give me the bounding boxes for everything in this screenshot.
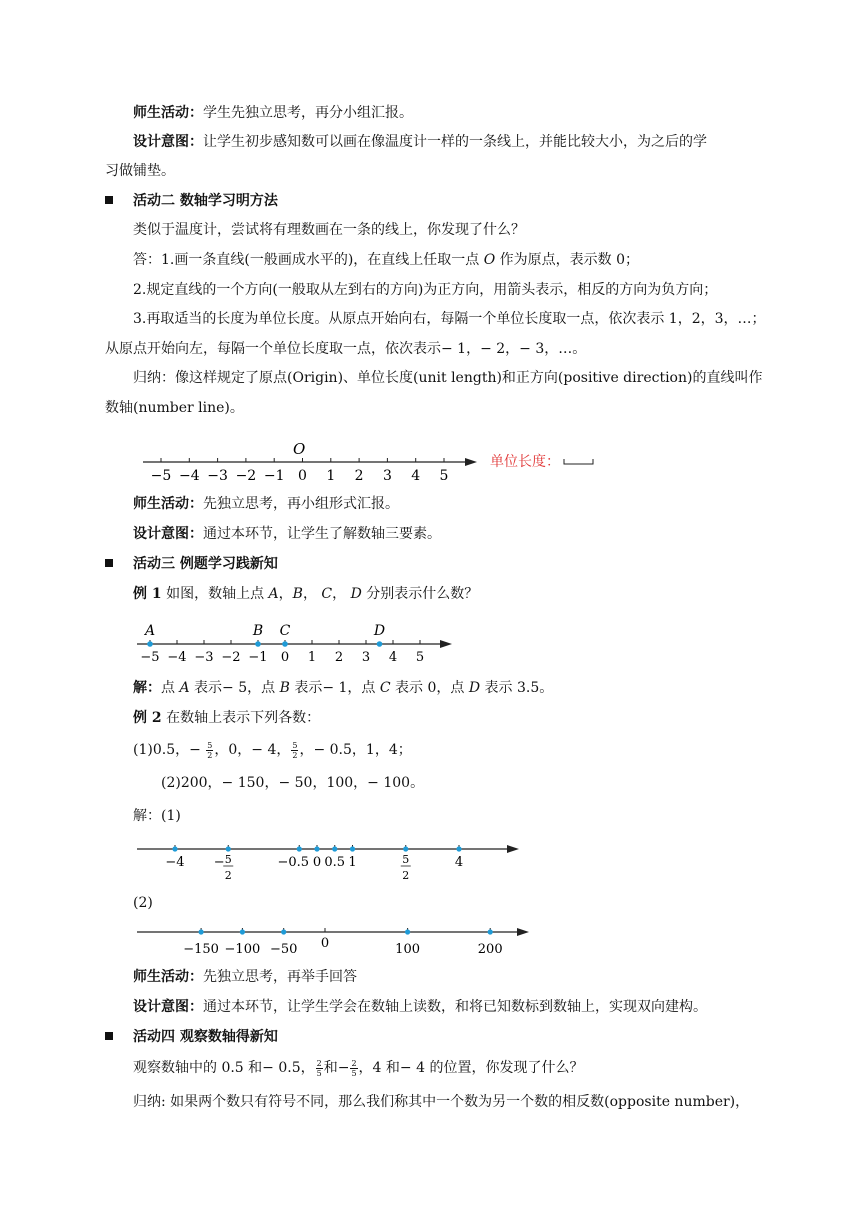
fraction-denominator: 2 [224,869,232,882]
t: B [292,586,303,602]
tick-label: −5 [140,650,160,665]
t: B [279,680,290,696]
t: 点 [161,680,180,696]
tick-label: −3 [194,650,214,665]
point [350,846,355,851]
point-a [147,641,153,647]
text: 通过本环节，让学生了解数轴三要素。 [203,526,441,542]
label: 设计意图： [133,134,203,150]
text: 学生先独立思考，再分小组汇报。 [203,105,413,121]
p-intent-3 [133,997,707,1017]
tick-label: −4 [167,650,187,665]
point [405,929,410,934]
tick-label: 0 [312,855,322,870]
tick-label: 1 [326,468,336,484]
t: 表示 3.5。 [480,680,554,696]
tick-label: 3 [361,650,371,665]
tick-label: 4 [388,650,398,665]
tick-label: −4 [178,468,200,484]
number-line-2 [133,618,463,666]
tick-label: 0.5 [324,855,346,870]
tick-label: 5 [439,468,449,484]
tick-label: 3 [382,468,392,484]
square-bullet-icon [105,559,113,567]
point-d [377,641,383,647]
point-label: A [144,623,156,639]
text: 通过本环节，让学生学会在数轴上读数，和将已知数标到数轴上，实现双向建构。 [203,999,707,1015]
t: ，4 和− 4 的位置，你发现了什么？ [358,1060,584,1076]
p-answer-3-cont: 从原点开始向左，每隔一个单位长度取一点，依次表示− 1，− 2，− 3，…。 [105,341,587,357]
numerator: 2 [351,1058,357,1068]
heading-text: 活动三 例题学习践新知 [133,556,278,572]
point [226,846,231,851]
label: 例 1 [133,586,162,602]
p-summary-2: 归纳: 如果两个数只有符号不同，那么我们称其中一个数为另一个数的相反数(opposite number)， [133,1094,750,1110]
tick-label: 1 [348,855,357,870]
t: ，− 0.5，1，4； [299,742,412,758]
denominator: 2 [207,750,213,760]
p-summary-cont: 数轴(number line)。 [105,400,244,416]
tick-label: 5 [415,650,425,665]
tick-label: 2 [334,650,344,665]
heading-activity-2 [105,191,278,211]
denominator: 5 [316,1068,322,1078]
t: ， [302,586,322,602]
p-summary: 归纳：像这样规定了原点(Origin)、单位长度(unit length)和正方向(positive direction)的直线叫作 [133,370,763,386]
t: A [268,586,279,602]
numerator: 2 [316,1058,322,1068]
t: D [350,586,362,602]
unit-length-label: 单位长度： [490,454,560,470]
tick-label: 0 [320,936,330,951]
fraction-numerator: 5 [402,853,410,866]
p-intent-1 [133,132,707,152]
numerator: 5 [292,740,298,750]
p-activity-3 [133,967,357,987]
p-solution-1: 解：(1) [133,808,181,824]
point-label: C [279,623,291,639]
tick-label: −50 [269,942,298,957]
denominator: 2 [292,750,298,760]
label: 师生活动： [133,105,203,121]
t: 表示− 5，点 [189,680,280,696]
tick-label: 1 [307,650,317,665]
heading-activity-4 [105,1027,278,1047]
number-line-1 [135,432,605,488]
p-activity-1 [133,103,413,123]
t: 表示− 1，点 [289,680,380,696]
fraction-denominator: 2 [402,869,410,882]
fraction-numerator: 5 [224,853,232,866]
origin-label: O [293,440,306,458]
t: 分别表示什么数？ [361,586,479,602]
tick-label: −5 [150,468,172,484]
tick-label: −0.5 [277,855,310,870]
tick-label: 200 [477,942,503,957]
heading-activity-3 [105,554,278,574]
t: ， [278,586,293,602]
point [403,846,408,851]
square-bullet-icon [105,1032,113,1040]
heading-text: 活动二 数轴学习明方法 [133,193,278,209]
tick-label: −150 [183,942,219,957]
square-bullet-icon [105,196,113,204]
fraction [206,741,213,760]
p-intent-1-cont: 习做铺垫。 [105,163,175,179]
tick-label: −1 [263,468,285,484]
label: 设计意图： [133,526,203,542]
tick-label: −2 [221,650,241,665]
tick-label: −100 [224,942,261,957]
tick-label: 2 [354,468,364,484]
point [332,846,337,851]
point [172,846,177,851]
t: ，0，− 4， [214,742,291,758]
point [314,846,319,851]
t: (1)0.5，− [133,742,206,758]
point [240,929,245,934]
number-line-4 [133,922,543,958]
number-line-3 [133,838,533,888]
point-b [255,641,261,647]
text: 先独立思考，再小组形式汇报。 [203,496,399,512]
p-answer-1 [133,250,639,270]
label: 设计意图： [133,999,203,1015]
label: 例 2 [133,710,162,726]
denominator: 5 [351,1068,357,1078]
t: D [468,680,481,696]
point [456,846,461,851]
t: ， [332,586,351,602]
point-label: D [373,623,386,639]
p-intent-2 [133,524,441,544]
heading-text: 活动四 观察数轴得新知 [133,1029,278,1045]
text: 先独立思考，再举手回答 [203,969,357,985]
tick-label: 4 [411,468,421,484]
fraction [291,741,298,760]
p-list-1 [133,740,412,760]
p-example-2 [133,708,320,728]
p-answer-2: 2.规定直线的一个方向(一般取从左到右的方向)为正方向，用箭头表示，相反的方向为负方向； [133,282,718,298]
label: 师生活动： [133,496,203,512]
point-c [282,641,288,647]
fraction [316,1059,323,1078]
tick-label: 4 [454,855,464,870]
tick-label: −2 [235,468,257,484]
fraction [350,1059,357,1078]
tick-label: −3 [207,468,228,484]
point [199,929,204,934]
t: O [483,252,496,268]
p-activity-2 [133,494,399,514]
t: 答：1.画一条直线(一般画成水平的)，在直线上任取一点 [133,252,484,268]
label: 解： [133,680,161,696]
p-answer-ex1 [133,678,553,698]
t: C [379,680,391,696]
numerator: 5 [207,740,213,750]
point [281,929,286,934]
point [297,846,302,851]
point [488,929,493,934]
t: 观察数轴中的 0.5 和− 0.5， [133,1060,315,1076]
label: 师生活动： [133,969,203,985]
tick-label: −1 [248,650,268,665]
p-example-1 [133,584,478,604]
tick-label: 100 [395,942,421,957]
t: C [321,586,333,602]
p-solution-2: (2) [133,895,153,911]
t: A [179,680,190,696]
p-answer-3: 3.再取适当的长度为单位长度。从原点开始向右，每隔一个单位长度取一点，依次表示 1，2，3，…； [133,311,766,327]
tick-label: 0 [280,650,290,665]
t: 如图，数轴上点 [161,586,269,602]
p-question: 类似于温度计，尝试将有理数画在一条的线上，你发现了什么？ [133,222,525,238]
t: 表示 0，点 [390,680,469,696]
t: 作为原点，表示数 0； [495,252,640,268]
t: 和− [323,1060,350,1076]
point-label: B [252,623,264,639]
p-observe [133,1058,583,1078]
t: 在数轴上表示下列各数： [161,710,321,726]
tick-label: 0 [298,468,307,484]
tick-label: − [213,855,225,870]
p-list-2: (2)200，− 150，− 50，100，− 100。 [161,775,425,791]
text: 让学生初步感知数可以画在像温度计一样的一条线上，并能比较大小，为之后的学 [203,134,707,150]
tick-label: −4 [165,855,185,870]
